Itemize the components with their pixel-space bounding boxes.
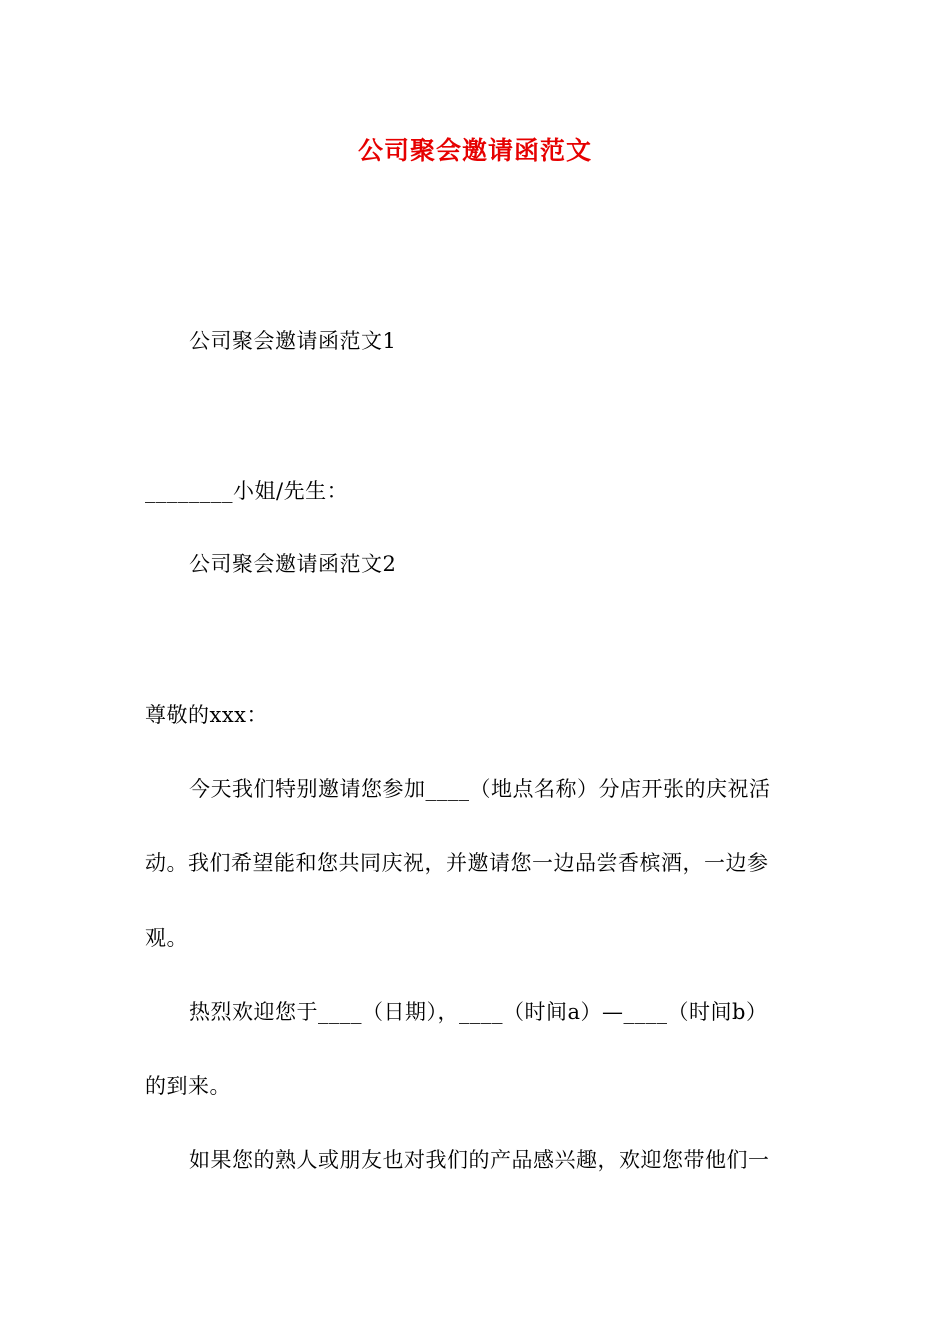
- body-paragraph-line: 热烈欢迎您于____（日期），____（时间a）—____（时间b）: [189, 1000, 768, 1024]
- body-paragraph-line: 今天我们特别邀请您参加____（地点名称）分店开张的庆祝活: [189, 777, 771, 801]
- salutation-line-2: 尊敬的xxx：: [145, 703, 269, 727]
- salutation-line-1: ________小姐/先生：: [145, 479, 349, 503]
- section-heading-2: 公司聚会邀请函范文2: [189, 552, 397, 576]
- body-paragraph-line: 如果您的熟人或朋友也对我们的产品感兴趣，欢迎您带他们一: [189, 1148, 770, 1172]
- body-paragraph-line: 的到来。: [145, 1074, 231, 1098]
- body-paragraph-line: 观。: [145, 926, 188, 950]
- document-title: 公司聚会邀请函范文: [357, 136, 592, 165]
- section-heading-1: 公司聚会邀请函范文1: [189, 329, 397, 353]
- body-paragraph-line: 动。我们希望能和您共同庆祝，并邀请您一边品尝香槟酒，一边参: [145, 851, 769, 875]
